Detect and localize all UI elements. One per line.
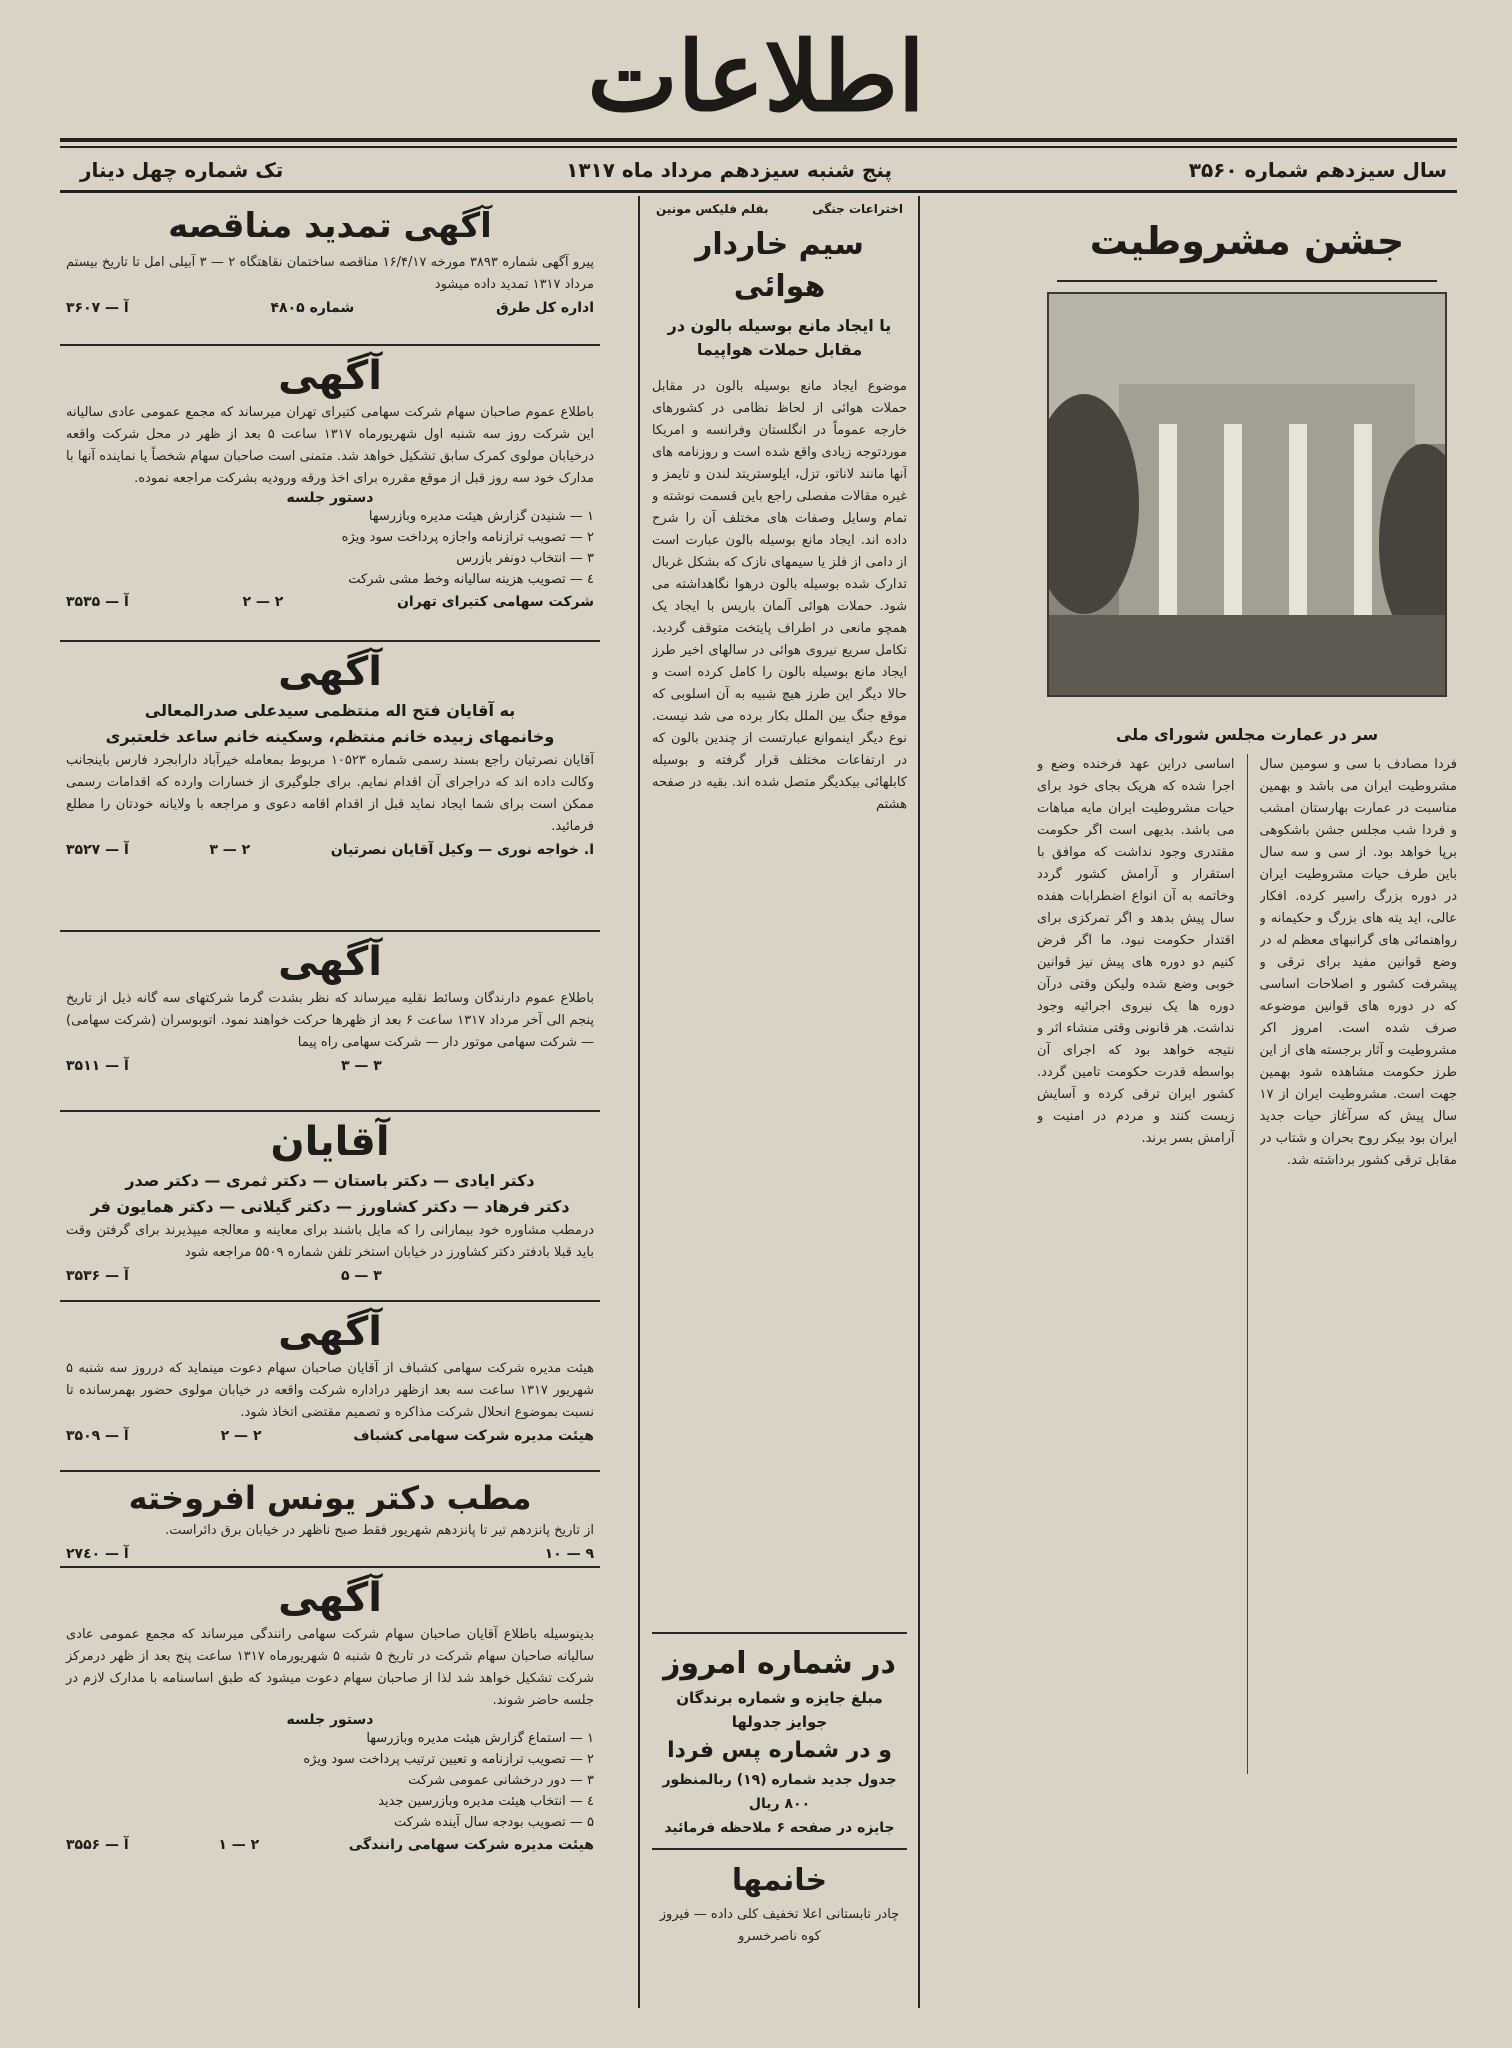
agenda-item: ٤ — انتخاب هیئت مدیره وبازرسین جدید: [378, 1794, 594, 1809]
ad-katira-num: ۲ — ۲: [242, 594, 284, 610]
ad-kashbaf-signer: هیئت مدیره شرکت سهامی کشباف: [353, 1428, 594, 1444]
dateline-rule: [60, 190, 1457, 193]
ad-katira-text: باطلاع عموم صاحبان سهام شرکت سهامی کتیرای تهران میرساند که مجمع عمومی عادی سالیانه این شرکت روز سه شنبه اول شهریورماه ۱۳۱۷ ساعت ۵ بعد از ظهر در محل شرکت واقعه درخیابان مولوی کمرک سابق تشکیل خواهد شد. متمنی است صاحبان سهام شخصاً یا نماینده آنها با مدارک خود سه روز قبل از موقع مقرره برای اخذ ورقه ورودیه بشرکت مراجعه نموده.: [66, 405, 594, 486]
ad-driving-num: ۲ — ۱: [218, 1837, 260, 1853]
headline-barbed-wire: سیم خاردار هوائی: [695, 227, 864, 304]
ad-katira-meeting: [60, 346, 600, 642]
agenda-item: ۲ — تصویب ترازنامه و تعیین ترتیب پرداخت سود ویژه: [303, 1752, 594, 1767]
ad-transport-code: آ — ۳۵۱۱: [66, 1058, 129, 1074]
ad-doctors-names-1: دکتر ایادی — دکتر باستان — دکتر ثمری — دکتر صدر: [125, 1171, 535, 1190]
ad-transport: [60, 932, 600, 1112]
headline-rule: [1057, 280, 1437, 282]
agenda-item: ۳ — دور درخشانی عمومی شرکت: [408, 1773, 594, 1788]
headline-constitution: جشن مشروطیت: [1089, 219, 1405, 263]
ad-transport-num: ۳ — ۳: [340, 1058, 382, 1074]
ad-driving-code: آ — ۳۵۵۶: [66, 1837, 129, 1853]
homes-text: چادر تابستانی اعلا تخفیف کلی داده — فیروز کوه ناصرخسرو: [659, 1907, 900, 1944]
ad-driving-agenda: [66, 1728, 594, 1833]
column-divider-right: [918, 196, 920, 2008]
ad-tender-office: اداره کل طرق: [496, 300, 594, 316]
middle-column: [652, 196, 907, 2018]
homes-title: خانمها: [731, 1863, 828, 1898]
photo-caption: سر در عمارت مجلس شورای ملی: [1115, 725, 1379, 744]
ad-clinic-title: مطب دکتر یونس افروخته: [128, 1479, 532, 1517]
ad-katira-agenda: [66, 506, 594, 590]
top-rule: [60, 138, 1457, 142]
ad-driving-agenda-title: دستور جلسه: [286, 1712, 374, 1728]
ad-kashbaf-text: هیئت مدیره شرکت سهامی کشباف از آقایان صاحبان سهام دعوت مینماید که درروز سه شنبه ۵ شهریور ۱۳۱۷ ساعت سه بعد ازظهر دراداره شرکت واقعه در خیابان مولوی حضور بهمرسانده تا نسبت بموضوع انحلال شرکت مذاکره و تصمیم مقتضی اتخاذ شود.: [66, 1361, 594, 1420]
promo-line-2: جوایز جدولها: [731, 1713, 828, 1731]
dateline-price: تک شماره چهل دینار: [80, 158, 284, 182]
article-text-b: اساسی دراین عهد فرخنده وضع و اجرا شده که هریک بجای خود برای حیات مشروطیت ایران مایه مباهات می باشد. بدیهی است اگر حکومت مقتدری وجود نداشت که موافق با استقرار و آرامش کشور گردد وخاتمه به آن انواع اضطرابات هفده سال پیش بدهد و اگر تمرکزی برای اقتدار حکومت نبود. ما اگر فرض کنیم دو دوره های پیش نیز قوانین خوبی وضع شده ولیکن وقتی درآن دوره ها یک نیروی اجرائیه وجود نداشت. هر قانونی وقتی منشاء اثر و نتیجه خواهد بود که اجرای آن بواسطه قدرت حکومت تامین گردد. کشور ایران ترقی کرده و آسایش زیست کنند و مردم در امنیت و آرامش بسر برند.: [1037, 757, 1235, 1146]
ad-transport-title: آگهی: [278, 939, 382, 985]
ad-kashbaf-title: آگهی: [278, 1309, 382, 1355]
ad-nosratian-num: ۲ — ۳: [209, 842, 251, 858]
dateline-issue: سال سیزدهم شماره ۳۵۶۰: [1188, 158, 1447, 182]
promo-box: [652, 1632, 907, 1850]
ad-nosratian: [60, 642, 600, 932]
article-text-a: فردا مصادف با سی و سومین سال مشروطیت ایران می باشد و بهمین مناسبت در عمارت بهارستان امشب و فردا شب مجلس جشن باشکوهی برپا خواهد بود. از سی و سه سال باین طرف حیات مشروطیت ایران در دوره بزرگ راسیر کرده. افکار عالی، اید یته های بزرگ و حکیمانه و رواهنمائی های گرانبهای معظم له در وضع قوانین مفید برای ترقی و پیشرفت کشور و اصلاحات اساسی که در دوره های قوانین موضوعه صرف شده است. امروز اکر مشروطیت و آثار برجسته های از این طرز حکومت مشاهده شود بهمین جهت است. مشروطیت ایران از ۱۷ سال پیش که سرآغاز حیات جدید ایران بود بیکر روح بحران و شتاب در مقابل ترقی کشور برداشته شد.: [1259, 757, 1457, 1168]
ad-doctors-names-2: دکتر فرهاد — دکتر کشاورز — دکتر گیلانی — دکتر همایون فر: [90, 1197, 570, 1216]
dateline: [60, 158, 1457, 188]
ad-kashbaf: [60, 1302, 600, 1472]
promo-line-5: جایزه در صفحه ۶ ملاحظه فرمائید: [664, 1820, 895, 1836]
agenda-item: ۱ — شنیدن گزارش هیئت مدیره وبازرسها: [368, 509, 594, 524]
ad-katira-code: آ — ۳۵۳۵: [66, 594, 129, 610]
ad-tender-code: آ — ۳۶۰۷: [66, 300, 129, 316]
ad-clinic-num: ۹ — ۱۰: [544, 1546, 594, 1562]
article-divider: [1247, 754, 1248, 1774]
agenda-item: ٤ — تصویب هزینه سالیانه وخط مشی شرکت: [348, 572, 594, 587]
ad-clinic-code: آ — ۲۷٤۰: [66, 1546, 129, 1562]
agenda-item: ۲ — تصویب ترازنامه واجازه پرداخت سود ویژه: [341, 530, 594, 545]
ad-kashbaf-num: ۲ — ۲: [220, 1428, 262, 1444]
ad-doctors-text: درمطب مشاوره خود بیمارانی را که مایل باشند برای معاینه و معالجه میپذیرند برای گرفتن وقت باید قبلا بادفتر دکتر کشاورز در خیابان استخر تلفن شماره ۵۵۰۹ مراجعه شود: [66, 1223, 594, 1260]
ad-nosratian-subtitle-1: به آقایان فتح اله منتظمی سیدعلی صدرالمعالی: [144, 701, 516, 720]
ad-katira-signer: شرکت سهامی کتیرای تهران: [396, 594, 594, 610]
ad-driving-text: بدینوسیله باطلاع آقایان صاحبان سهام شرکت سهامی رانندگی میرساند که مجمع عمومی عادی سالیانه صاحبان سهام شرکت در تاریخ ۵ شنبه ۵ شهریورماه ۱۳۱۷ ساعت پنج بعد از ظهر درمرکز شرکت تشکیل خواهد شد لذا از صاحبان سهام دعوت میشود که طبق اساسنامه با مدارک لازم در جلسه حاضر شوند.: [66, 1627, 594, 1708]
article-barbed-wire: موضوع ایجاد مانع بوسیله بالون در مقابل حملات هوائی از لحاظ نظامی در کشورهای خارجه عموماً در انگلستان وفرانسه و امریکا موردتوجه زیادی واقع شده است و روزنامه های آنها مانند لاناتو، تزل، ایلوستریتد لندن و تایمز و غیره مقالات مفصلی راجع باین قسمت نوشته و تمام وسایل وصفات های مختلف آن را شرح داده اند. ایجاد مانع بوسیله بالون عبارت است از دامی از فلز یا سیمهای نازک که بشکل غربال تدارک شده بوسیله بالون درهوا نگاهداشته می شود. حملات هوائی آلمان باریس با ایجاد یک همچو مانعی در اطراف پایتخت متوقف گردید. تکامل سریع نیروی هوائی در سالهای اخیر طرز ایجاد مانع بوسیله بالون را کامل کرده است و حالا دیگر این طرز هیچ شبیه به آن اسلوبی که موقع جنگ بین الملل بکار برده می شد نیست. نوع دیگر اینموانع عبارتست از چندین بالون که در ارتفاعات مختلف قرار گرفته و بوسیله کابلهائی بیکدیگر متصل شده اند. بقیه در صفحه هشتم: [652, 379, 907, 812]
right-column: [1037, 196, 1457, 2018]
ad-tender-text: پیرو آگهی شماره ۳۸۹۳ مورخه ۱۶/۴/۱۷ مناقصه ساختمان نقاهتگاه ۲ — ۳ آبیلی امل تا تاریخ بیستم مرداد ۱۳۱۷ تمدید داده میشود: [66, 255, 594, 292]
promo-line-1: مبلغ جایزه و شماره برندگان: [676, 1689, 883, 1707]
ad-nosratian-signer: ا. خواجه نوری — وکیل آقایان نصرتیان: [330, 842, 594, 858]
agenda-item: ۵ — تصویب بودجه سال آینده شرکت: [393, 1815, 594, 1830]
agenda-item: ۱ — استماع گزارش هیئت مدیره وبازرسها: [366, 1731, 594, 1746]
agenda-item: ۳ — انتخاب دونفر بازرس: [456, 551, 594, 566]
ad-kashbaf-code: آ — ۳۵۰۹: [66, 1428, 129, 1444]
dateline-date: پنج شنبه سیزدهم مرداد ماه ۱۳۱۷: [566, 158, 892, 182]
photo-parliament-gate: [1047, 292, 1447, 697]
ad-driving-title: آگهی: [278, 1575, 382, 1621]
ad-driving-company: [60, 1568, 600, 1898]
kicker-category: اختراعات جنگی: [812, 202, 903, 216]
left-column-ads: [60, 196, 600, 2018]
ad-tender-extension: [60, 196, 600, 346]
ad-clinic-text: از تاریخ پانزدهم تیر تا پانزدهم شهریور فقط صبح ناظهر در خیابان برق دائراست.: [165, 1523, 594, 1538]
ad-nosratian-title: آگهی: [278, 649, 382, 695]
ad-doctors-code: آ — ۳۵۳۶: [66, 1268, 129, 1284]
ad-katira-title: آگهی: [278, 353, 382, 399]
top-rule-thin: [60, 146, 1457, 148]
ad-clinic: [60, 1472, 600, 1568]
ad-doctors: [60, 1112, 600, 1302]
ad-tender-title: آگهی تمدید مناقصه: [168, 206, 492, 246]
ad-driving-signer: هیئت مدیره شرکت سهامی رانندگی: [348, 1837, 594, 1853]
ad-transport-text: باطلاع عموم دارندگان وسائط نقلیه میرساند که نظر بشدت گرما شرکتهای سه گانه ذیل از تاریخ پنجم الی آخر مرداد ۱۳۱۷ ساعت ۶ بعد از ظهرها حرکت خواهند نمود. اتوبوسران (شرکت سهامی) — شرکت سهامی موتور دار — شرکت سهامی راه پیما: [66, 991, 595, 1050]
promo-line-4: جدول جدید شماره (۱۹) ربالمنظور ۸۰۰ ریال: [662, 1772, 897, 1812]
kicker-author: بقلم فلیکس مونین: [656, 202, 769, 216]
subhead-barbed-wire: یا ایجاد مانع بوسیله بالون در مقابل حملات هواپیما: [667, 316, 892, 359]
ad-tender-number: شماره ۴۸۰۵: [270, 300, 355, 316]
ad-nosratian-code: آ — ۳۵۲۷: [66, 842, 129, 858]
masthead-title: اطلاعات: [587, 20, 925, 133]
ad-doctors-num: ۳ — ۵: [340, 1268, 382, 1284]
ad-doctors-title: آقایان: [270, 1119, 390, 1165]
ad-nosratian-subtitle-2: وخانمهای زبیده خانم منتظم، وسکینه خانم ساعد خلعتبری: [105, 727, 555, 746]
ad-katira-agenda-title: دستور جلسه: [286, 490, 374, 506]
ad-nosratian-text: آقایان نصرتیان راجع بسند رسمی شماره ۱۰۵۲۳ مربوط بمعامله خیرآباد دارابجرد فارس باینجانب وکالت داده اند که دراجرای آن اقدام نمایم. برای جلوگیری از خسارات وارده که اقدامات رسمی ممکن است برای شما ایجاد نماید قبل از اقدام اقامه دعوی و مراجعه با ولایانه خودتان را مطلع فرمائید.: [66, 753, 594, 834]
promo-title: در شماره امروز: [663, 1646, 896, 1681]
column-divider-left: [638, 196, 640, 2008]
promo-line-3: و در شماره پس فردا: [667, 1738, 892, 1763]
